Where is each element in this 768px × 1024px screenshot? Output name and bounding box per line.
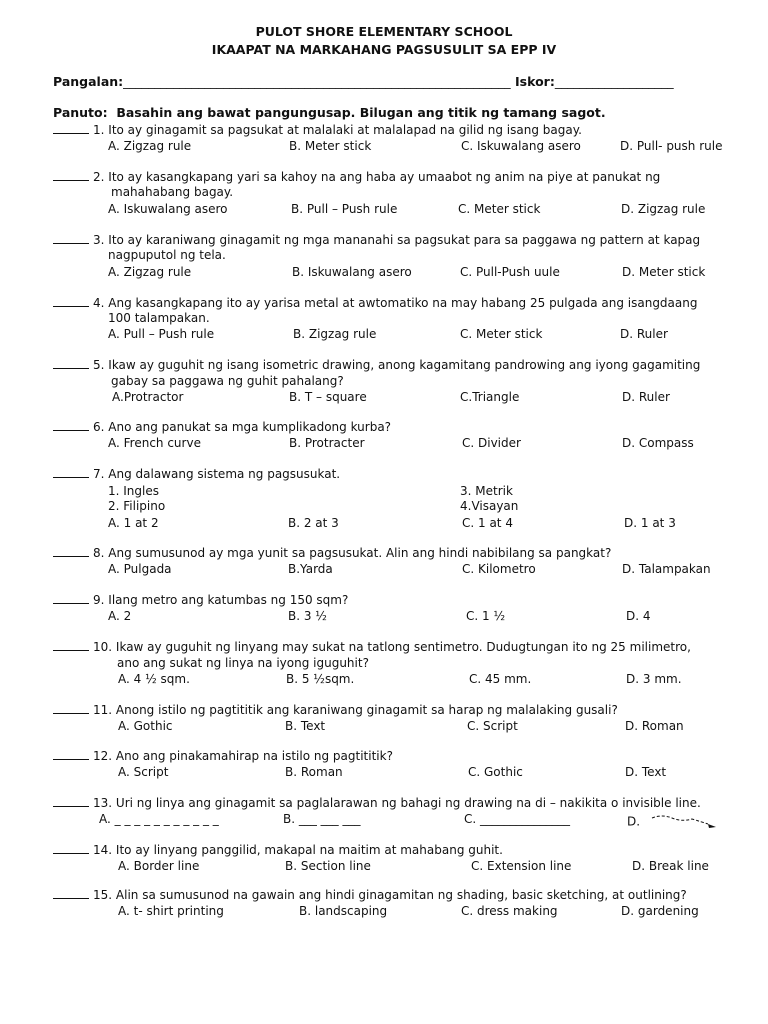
question-2-cont: mahahabang bagay. bbox=[111, 185, 234, 199]
choice-4: 4.Visayan bbox=[460, 499, 519, 513]
option-c[interactable]: C. dress making bbox=[461, 904, 558, 918]
answer-blank[interactable] bbox=[53, 170, 89, 181]
option-c[interactable]: C. 45 mm. bbox=[469, 672, 532, 686]
option-d[interactable]: D. Pull- push rule bbox=[620, 139, 723, 153]
option-c[interactable]: C. 1 at 4 bbox=[462, 516, 513, 530]
answer-blank[interactable] bbox=[53, 123, 89, 134]
choice-3: 3. Metrik bbox=[460, 484, 513, 498]
name-label: Pangalan: bbox=[53, 74, 124, 89]
answer-blank[interactable] bbox=[53, 420, 89, 431]
answer-blank[interactable] bbox=[53, 546, 89, 557]
option-b[interactable]: B. Meter stick bbox=[289, 139, 372, 153]
break-line-sample-icon bbox=[650, 812, 720, 832]
option-c[interactable]: C. 1 ½ bbox=[466, 609, 506, 623]
question-9: 9. Ilang metro ang katumbas ng 150 sqm? bbox=[53, 593, 348, 607]
question-10: 10. Ikaw ay guguhit ng linyang may sukat na tatlong sentimetro. Dudugtungan ito ng 25 milimetro, bbox=[53, 640, 691, 654]
option-a[interactable]: A. 2 bbox=[108, 609, 132, 623]
instructions bbox=[53, 105, 606, 120]
score-label: Iskor: bbox=[515, 74, 555, 89]
question-5: 5. Ikaw ay guguhit ng isang isometric drawing, anong kagamitang pandrowing ang iyong gagamiting bbox=[53, 358, 700, 372]
option-c[interactable]: C. Meter stick bbox=[460, 327, 543, 341]
option-a[interactable]: A. Zigzag rule bbox=[108, 265, 192, 279]
choice-1: 1. Ingles bbox=[108, 484, 159, 498]
option-b[interactable]: B. landscaping bbox=[299, 904, 388, 918]
instructions-text: Basahin ang bawat pangungusap. Bilugan ang titik ng tamang sagot. bbox=[116, 105, 606, 120]
option-c[interactable]: C. Kilometro bbox=[462, 562, 536, 576]
question-7: 7. Ang dalawang sistema ng pagsusukat. bbox=[53, 467, 340, 481]
option-d[interactable]: D. Text bbox=[625, 765, 667, 779]
instructions-label: Panuto: bbox=[53, 105, 108, 120]
option-d[interactable]: D. Zigzag rule bbox=[621, 202, 706, 216]
option-d[interactable]: D. Compass bbox=[622, 436, 694, 450]
option-c[interactable]: C. Pull-Push uule bbox=[460, 265, 560, 279]
option-c[interactable]: C. Extension line bbox=[471, 859, 572, 873]
option-a[interactable]: A. _ _ _ _ _ _ _ _ _ _ _ bbox=[99, 812, 219, 826]
option-a[interactable]: A. Script bbox=[118, 765, 169, 779]
question-1: 1. Ito ay ginagamit sa pagsukat at malalaki at malalapad na gilid ng isang bagay. bbox=[53, 123, 582, 137]
option-c[interactable]: C. Meter stick bbox=[458, 202, 541, 216]
question-3-cont: nagpuputol ng tela. bbox=[108, 248, 226, 262]
question-13: 13. Uri ng linya ang ginagamit sa paglalarawan ng bahagi ng drawing na di – nakikita o invisible line. bbox=[53, 796, 701, 810]
name-line: ______________________________________________________________ bbox=[123, 74, 511, 89]
question-12: 12. Ano ang pinakamahirap na istilo ng pagtititik? bbox=[53, 749, 393, 763]
option-a[interactable]: A. Gothic bbox=[118, 719, 173, 733]
answer-blank[interactable] bbox=[53, 640, 89, 651]
question-15: 15. Alin sa sumusunod na gawain ang hindi ginagamitan ng shading, basic sketching, at outlining? bbox=[53, 888, 687, 902]
option-b[interactable]: B. Protracter bbox=[289, 436, 365, 450]
option-d[interactable]: D. 4 bbox=[626, 609, 651, 623]
option-d[interactable]: D. gardening bbox=[621, 904, 699, 918]
option-b[interactable]: B.Yarda bbox=[288, 562, 333, 576]
option-c[interactable]: C. Divider bbox=[462, 436, 521, 450]
option-d[interactable]: D. 1 at 3 bbox=[624, 516, 676, 530]
option-d[interactable]: D. Talampakan bbox=[622, 562, 711, 576]
option-b[interactable]: B. 2 at 3 bbox=[288, 516, 339, 530]
option-d[interactable]: D. Ruler bbox=[622, 390, 670, 404]
option-b[interactable]: B. Pull – Push rule bbox=[291, 202, 398, 216]
question-5-cont: gabay sa paggawa ng guhit pahalang? bbox=[111, 374, 344, 388]
answer-blank[interactable] bbox=[53, 233, 89, 244]
answer-blank[interactable] bbox=[53, 467, 89, 478]
question-3: 3. Ito ay karaniwang ginagamit ng mga mananahi sa pagsukat para sa paggawa ng pattern at kapag bbox=[53, 233, 700, 247]
option-a[interactable]: A. Border line bbox=[118, 859, 200, 873]
option-b[interactable]: B. Iskuwalang asero bbox=[292, 265, 412, 279]
option-a[interactable]: A. Zigzag rule bbox=[108, 139, 192, 153]
question-11: 11. Anong istilo ng pagtititik ang karaniwang ginagamit sa harap ng malalaking gusali? bbox=[53, 703, 618, 717]
option-d[interactable]: D. Roman bbox=[625, 719, 684, 733]
name-field bbox=[53, 74, 674, 89]
option-a[interactable]: A. Pulgada bbox=[108, 562, 172, 576]
question-8: 8. Ang sumusunod ay mga yunit sa pagsusukat. Alin ang hindi nabibilang sa pangkat? bbox=[53, 546, 611, 560]
option-a[interactable]: A. French curve bbox=[108, 436, 201, 450]
answer-blank[interactable] bbox=[53, 296, 89, 307]
option-b[interactable]: B. Section line bbox=[285, 859, 371, 873]
option-c[interactable]: C. Iskuwalang asero bbox=[461, 139, 581, 153]
question-4-cont: 100 talampakan. bbox=[108, 311, 210, 325]
answer-blank[interactable] bbox=[53, 888, 89, 899]
option-b[interactable]: B. 3 ½ bbox=[288, 609, 327, 623]
option-c[interactable]: C. _______________ bbox=[464, 812, 571, 826]
option-d[interactable]: D. Meter stick bbox=[622, 265, 706, 279]
question-2: 2. Ito ay kasangkapang yari sa kahoy na ang haba ay umaabot ng anim na piye at panukat ng bbox=[53, 170, 660, 184]
option-a[interactable]: A. t- shirt printing bbox=[118, 904, 224, 918]
option-c[interactable]: C.Triangle bbox=[460, 390, 520, 404]
option-a[interactable]: A. 1 at 2 bbox=[108, 516, 159, 530]
answer-blank[interactable] bbox=[53, 593, 89, 604]
answer-blank[interactable] bbox=[53, 843, 89, 854]
option-d[interactable]: D. 3 mm. bbox=[626, 672, 682, 686]
question-6: 6. Ano ang panukat sa mga kumplikadong kurba? bbox=[53, 420, 391, 434]
option-b[interactable]: B. Zigzag rule bbox=[293, 327, 377, 341]
option-c[interactable]: C. Script bbox=[467, 719, 518, 733]
option-c[interactable]: C. Gothic bbox=[468, 765, 523, 779]
choice-2: 2. Filipino bbox=[108, 499, 166, 513]
question-4: 4. Ang kasangkapang ito ay yarisa metal at awtomatiko na may habang 25 pulgada ang isangdaang bbox=[53, 296, 697, 310]
option-a[interactable]: A.Protractor bbox=[112, 390, 184, 404]
answer-blank[interactable] bbox=[53, 358, 89, 369]
question-10-cont: ano ang sukat ng linya na iyong iguguhit? bbox=[117, 656, 369, 670]
answer-blank[interactable] bbox=[53, 749, 89, 760]
option-a[interactable]: A. Iskuwalang asero bbox=[108, 202, 228, 216]
option-b[interactable]: B. Text bbox=[285, 719, 326, 733]
option-d[interactable]: D. Break line bbox=[632, 859, 709, 873]
option-d[interactable]: D. Ruler bbox=[620, 327, 668, 341]
option-b[interactable]: B. Roman bbox=[285, 765, 343, 779]
option-d[interactable]: D. bbox=[627, 812, 720, 832]
school-name: PULOT SHORE ELEMENTARY SCHOOL bbox=[255, 24, 513, 39]
option-a[interactable]: A. 4 ½ sqm. bbox=[118, 672, 190, 686]
exam-title: IKAAPAT NA MARKAHANG PAGSUSULIT SA EPP IV bbox=[211, 42, 557, 57]
answer-blank[interactable] bbox=[53, 703, 89, 714]
option-a[interactable]: A. Pull – Push rule bbox=[108, 327, 215, 341]
question-14: 14. Ito ay linyang panggilid, makapal na maitim at mahabang guhit. bbox=[53, 843, 503, 857]
option-b[interactable]: B. ___ ___ ___ bbox=[283, 812, 361, 826]
answer-blank[interactable] bbox=[53, 796, 89, 807]
option-b[interactable]: B. 5 ½sqm. bbox=[286, 672, 355, 686]
option-b[interactable]: B. T – square bbox=[289, 390, 367, 404]
score-line: ___________________ bbox=[554, 74, 674, 89]
